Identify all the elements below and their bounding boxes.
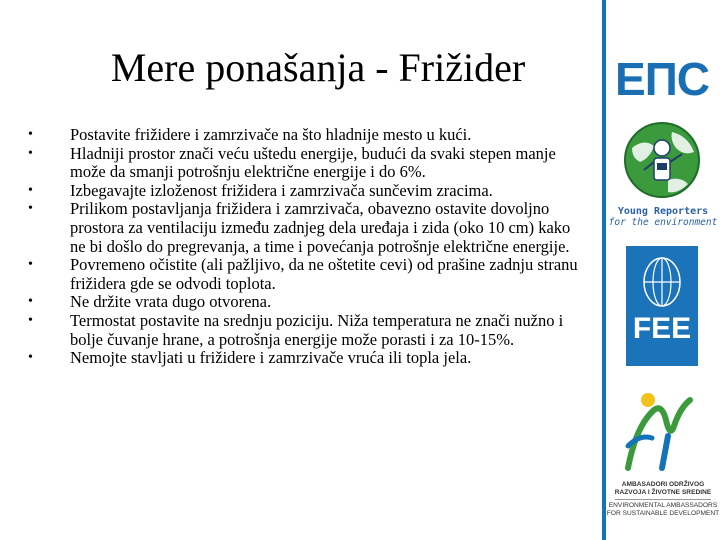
bullet-marker: • [28, 201, 33, 217]
eps-logo: ЕПС [615, 53, 709, 105]
amb-line-4: FOR SUSTAINABLE DEVELOPMENT [606, 510, 720, 517]
amb-line-3: ENVIRONMENTAL AMBASSADORS [608, 502, 718, 509]
bullet-text: Hladniji prostor znači veću uštedu energije, budući da svaki stepen manje može da smanji potrošnju električne energije i do 6%. [70, 143, 556, 182]
young-reporters-caption [608, 206, 718, 228]
bullet-text: Termostat postavite na srednju poziciju. Niža temperatura ne znači nužno i bolje čuvanje hrane, a potrošnja energije može porasti i za 10-15%. [70, 310, 564, 349]
bullet-text: Povremeno očistite (ali pažljivo, da ne oštetite cevi) od prašine zadnju stranu frižidera gde se odvodi toplota. [70, 255, 578, 293]
bullet-text: Postavite frižidere i zamrzivače na što hladnije mesto u kući. [70, 125, 472, 144]
yre-line-1: Young Reporters [617, 206, 709, 217]
bullet-item [28, 256, 588, 293]
bullet-text: Prilikom postavljanja frižidera i zamrzivača, obavezno ostavite dovoljno prostora za ventilaciju između zadnjeg dela uređaja i zida (oko 10 cm) kako ne bi došlo do pregrevanja, a time i povećanja potrošnje električne energije. [70, 199, 571, 256]
slide-title: Mere ponašanja - Frižider [110, 45, 526, 90]
young-reporters-globe-icon [622, 118, 702, 204]
bullet-item [28, 182, 588, 201]
bullet-marker: • [28, 350, 33, 366]
bullet-marker: • [28, 294, 33, 310]
bullet-item [28, 145, 588, 182]
amb-line-2: RAZVOJA I ŽIVOTNE SREDINE [614, 489, 712, 496]
bullet-marker: • [28, 182, 33, 198]
yre-line-2: for the environment [608, 217, 718, 228]
bullet-marker: • [28, 127, 33, 142]
ambassadors-logo-icon [622, 386, 696, 474]
bullet-text: Ne držite vrata dugo otvorena. [70, 292, 272, 312]
bullet-marker: • [28, 312, 33, 328]
bullet-marker: • [28, 257, 33, 273]
bullet-item [28, 200, 588, 256]
sidebar-divider [602, 0, 606, 540]
fee-globe-icon [640, 252, 684, 308]
bullet-marker: • [28, 145, 33, 161]
bullet-item [28, 312, 588, 349]
bullet-item [28, 293, 588, 312]
bullet-list [28, 126, 588, 368]
bullet-item [28, 126, 588, 145]
ambassadors-caption [606, 481, 720, 518]
bullet-text: Izbegavajte izloženost frižidera i zamrzivača sunčevim zracima. [70, 180, 493, 200]
amb-divider [615, 499, 711, 500]
bullet-text: Nemojte stavljati u frižidere i zamrzivače vruća ili topla jela. [70, 348, 472, 368]
bullet-item [28, 349, 588, 368]
fee-label: FEE [632, 312, 692, 345]
amb-line-1: AMBASADORI ODRŽIVOG [621, 481, 705, 488]
